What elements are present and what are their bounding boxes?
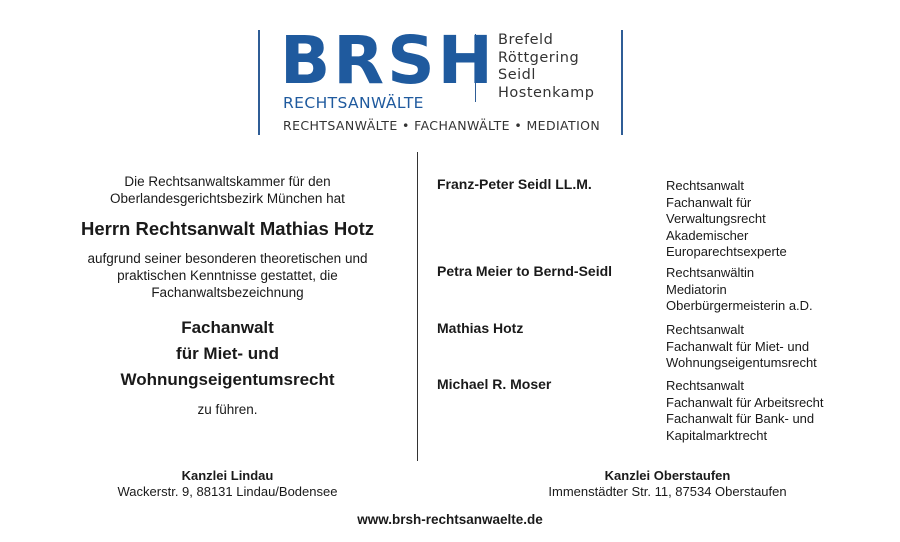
lawyer-role: Fachanwalt für Miet- und [666,338,810,354]
lawyer-role: Europarechtsexperte [666,244,787,259]
certificate-intro-line: Die Rechtsanwaltskammer für den [124,174,331,189]
lawyer-roles [666,265,813,315]
office-address: Wackerstr. 9, 88131 Lindau/Bodensee [117,484,338,499]
certificate-title-line: für Miet- und [176,344,279,363]
lawyer-name: Mathias Hotz [437,320,524,336]
office-oberstaufen [520,468,815,500]
certificate-title [50,315,405,393]
logo-partner-name: Seidl [498,67,536,83]
lawyer-role: Oberbürgermeisterin a.D. [666,298,813,313]
lawyer-role: Rechtsanwalt [666,178,745,193]
certificate-text [50,173,405,418]
certificate-reason-line: aufgrund seiner besonderen theoretischen und [87,251,368,266]
office-name: Kanzlei Oberstaufen [604,468,731,483]
lawyer-roles [666,378,824,444]
office-name: Kanzlei Lindau [181,468,274,483]
logo-left-bar [258,30,260,135]
office-lindau [80,468,375,500]
lawyer-role: Rechtsanwältin [666,265,755,280]
lawyer-role: Fachanwalt für [666,194,752,210]
certificate-closing: zu führen. [197,402,258,417]
lawyer-role: Fachanwalt für Bank- und [666,411,815,426]
logo-partner-name: Röttgering [498,49,580,66]
logo-partner-name: Brefeld [498,32,554,48]
logo-tagline: RECHTSANWÄLTE • FACHANWÄLTE • MEDIATION [283,118,601,133]
lawyer-role: Akademischer [666,227,749,243]
lawyer-role: Rechtsanwalt [666,322,745,337]
column-divider [417,152,418,461]
lawyer-role: Wohnungseigentumsrecht [666,355,817,370]
office-address: Immenstädter Str. 11, 87534 Oberstaufen [548,484,787,499]
logo-partner-name: Hostenkamp [498,84,595,101]
website-url: www.brsh-rechtsanwaelte.de [357,512,543,527]
certificate-reason-line: Fachanwaltsbezeichnung [151,285,304,300]
certificate-intro-line: Oberlandesgerichtsbezirk München hat [110,191,345,206]
certificate-title-line: Fachanwalt [181,318,274,337]
certificate-reason [50,250,405,301]
certificate-recipient: Herrn Rechtsanwalt Mathias Hotz [81,218,374,239]
lawyer-name: Petra Meier to Bernd-Seidl [437,263,613,279]
lawyer-role: Kapitalmarktrecht [666,427,768,443]
certificate-title-line: Wohnungseigentumsrecht [120,370,335,389]
lawyer-roles [666,322,817,372]
lawyer-roles [666,178,787,261]
certificate-intro [50,173,405,207]
logo-right-bar [621,30,623,135]
lawyer-role: Verwaltungsrecht [666,211,766,226]
lawyer-role: Fachanwalt für Arbeitsrecht [666,394,824,410]
certificate-reason-line: praktischen Kenntnisse gestattet, die [117,268,338,283]
lawyer-role: Mediatorin [666,281,727,297]
lawyer-name: Michael R. Moser [437,376,552,392]
logo-partner-names [498,32,594,102]
logo-brand-sub: RECHTSANWÄLTE [283,94,424,112]
firm-logo [258,22,623,135]
lawyer-name: Franz-Peter Seidl LL.M. [437,176,592,192]
lawyer-role: Rechtsanwalt [666,378,745,393]
logo-brand: BRSH [280,22,496,99]
